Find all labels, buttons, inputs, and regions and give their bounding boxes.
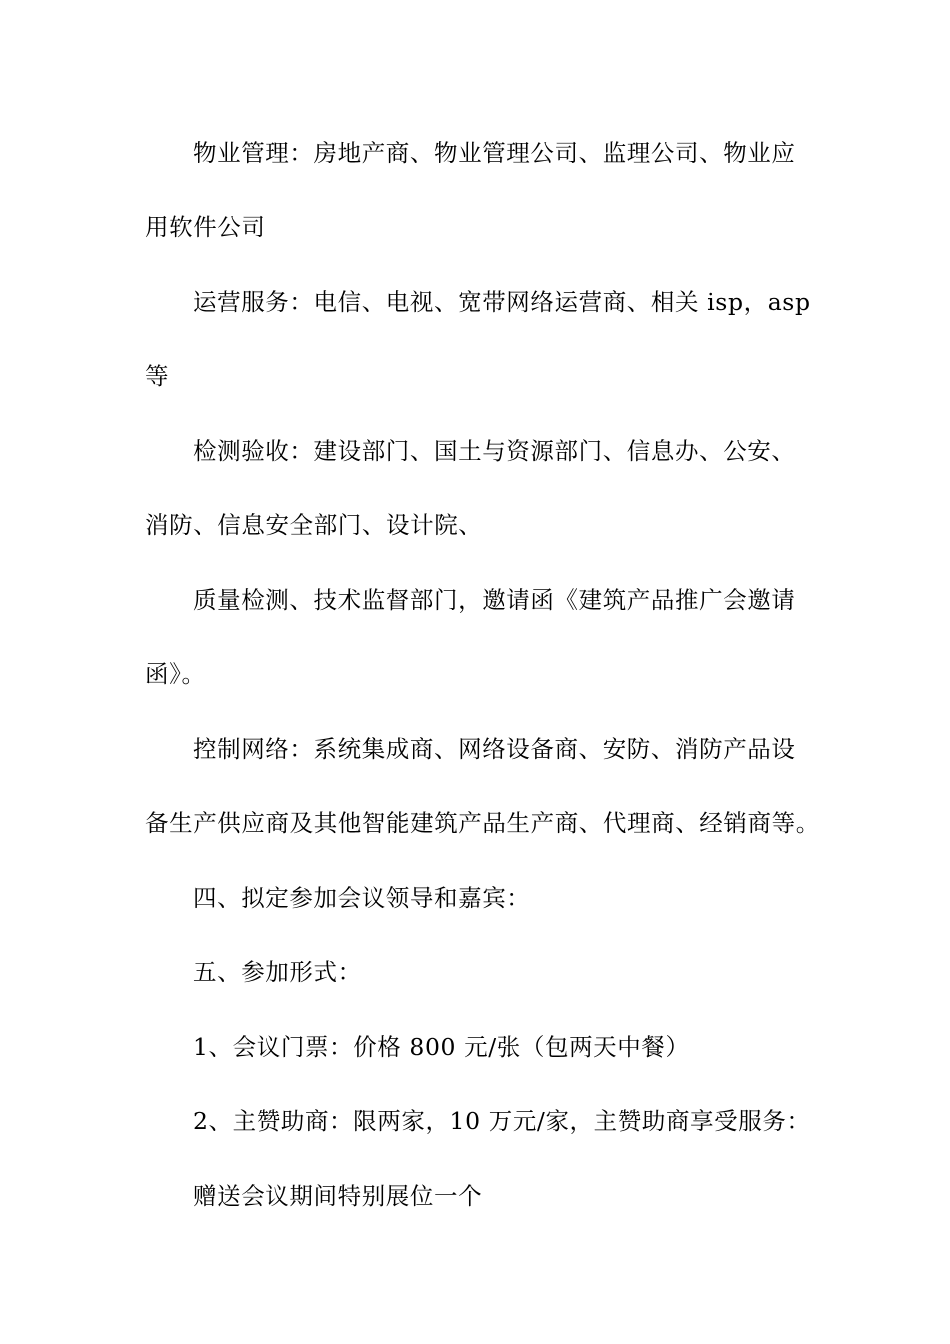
paragraph-property-management: 物业管理：房地产商、物业管理公司、监理公司、物业应 bbox=[193, 139, 796, 167]
paragraph-operation-services: 运营服务：电信、电视、宽带网络运营商、相关 isp，asp bbox=[193, 288, 811, 316]
paragraph-inspection-acceptance: 检测验收：建设部门、国土与资源部门、信息办、公安、 bbox=[193, 437, 796, 465]
paragraph-inspection-acceptance-cont: 消防、信息安全部门、设计院、 bbox=[145, 511, 483, 539]
paragraph-sponsor-benefit: 赠送会议期间特别展位一个 bbox=[193, 1182, 483, 1210]
list-item-main-sponsor: 2、主赞助商：限两家，10 万元/家，主赞助商享受服务： bbox=[193, 1107, 811, 1135]
paragraph-quality-inspection-cont: 函》。 bbox=[145, 660, 206, 688]
section-heading-participation: 五、参加形式： bbox=[193, 958, 362, 986]
paragraph-control-network-cont: 备生产供应商及其他智能建筑产品生产商、代理商、经销商等。 bbox=[145, 809, 820, 837]
paragraph-quality-inspection: 质量检测、技术监督部门，邀请函《建筑产品推广会邀请 bbox=[193, 586, 796, 614]
paragraph-operation-services-cont: 等 bbox=[145, 362, 170, 390]
paragraph-property-management-cont: 用软件公司 bbox=[145, 213, 266, 241]
list-item-tickets: 1、会议门票：价格 800 元/张（包两天中餐） bbox=[193, 1033, 690, 1061]
section-heading-leaders-guests: 四、拟定参加会议领导和嘉宾： bbox=[193, 884, 531, 912]
paragraph-control-network: 控制网络：系统集成商、网络设备商、安防、消防产品设 bbox=[193, 735, 796, 763]
